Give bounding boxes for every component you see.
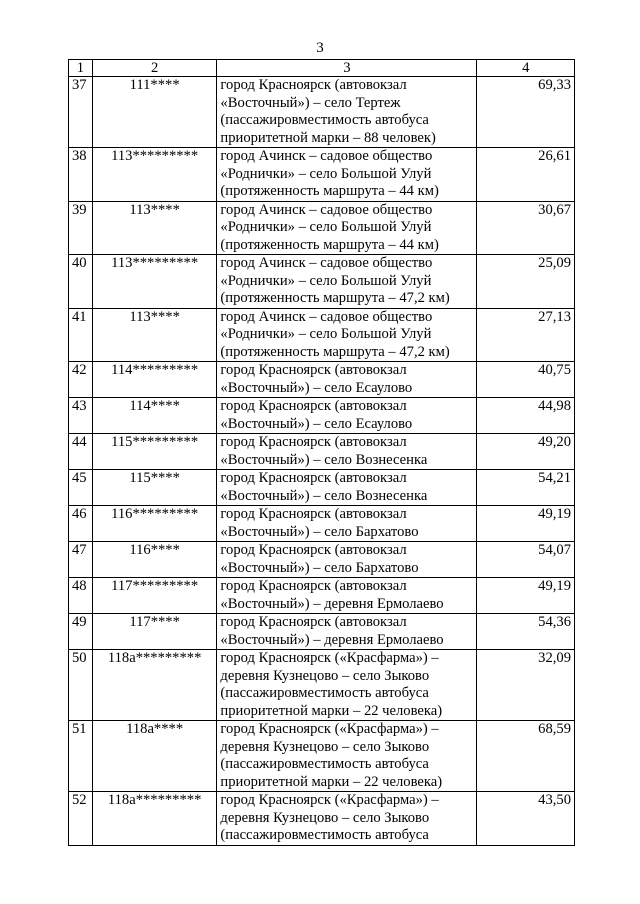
row-number: 38 [69,148,93,202]
route-code: 113********* [92,255,217,309]
route-code: 116**** [92,542,217,578]
route-description-line: «Роднички» – село Большой Улуй [220,165,432,182]
route-description-line: город Красноярск (автовокзал [220,542,407,558]
route-description-line: город Ачинск – садовое общество [220,255,433,271]
route-description-line: город Красноярск (автовокзал [220,434,407,450]
route-code: 111**** [92,77,217,148]
table-row [69,721,575,792]
route-description [217,721,477,792]
route-description [217,614,477,650]
row-number: 51 [69,721,93,792]
route-description-line: город Красноярск (автовокзал [220,506,407,522]
row-number: 39 [69,201,93,255]
route-value: 69,33 [477,77,575,148]
route-description-line: город Красноярск (автовокзал [220,578,407,594]
route-description-line: «Восточный») – село Вознесенка [220,451,428,468]
route-value: 26,61 [477,148,575,202]
route-code: 117********* [92,578,217,614]
route-value: 27,13 [477,308,575,362]
route-code: 113********* [92,148,217,202]
route-description-line: (протяженность маршрута – 47,2 км) [220,343,450,360]
table-row [69,398,575,434]
route-code: 113**** [92,308,217,362]
route-code: 118а**** [92,721,217,792]
route-description-line: (пассажировместимость автобуса [220,756,429,772]
route-description-line: «Роднички» – село Большой Улуй [220,272,432,289]
table-row [69,506,575,542]
row-number: 49 [69,614,93,650]
page-number: 3 [316,40,324,56]
route-code: 117**** [92,614,217,650]
route-description-line: «Восточный») – село Тертеж [220,94,401,111]
header-cell-1: 1 [69,60,93,77]
route-description [217,77,477,148]
route-description-line: город Красноярск (автовокзал [220,77,407,93]
route-code: 116********* [92,506,217,542]
route-description-line: (протяженность маршрута – 44 км) [220,236,439,253]
route-code: 115**** [92,470,217,506]
table-row [69,362,575,398]
route-description [217,792,477,846]
route-description-line: (пассажировместимость автобуса [220,685,429,701]
route-description-line: (пассажировместимость автобуса [220,112,429,128]
row-number: 40 [69,255,93,309]
route-description [217,362,477,398]
route-code: 118а********* [92,650,217,721]
route-description-line: город Красноярск (автовокзал [220,614,407,630]
route-description-line: (пассажировместимость автобуса [220,827,429,843]
header-cell-4: 4 [477,60,575,77]
route-code: 114********* [92,362,217,398]
route-description-line: приоритетной марки – 88 человек) [220,129,436,146]
route-description-line: приоритетной марки – 22 человека) [220,773,443,790]
route-description-line: город Красноярск (автовокзал [220,362,407,378]
route-code: 113**** [92,201,217,255]
table-row [69,77,575,148]
route-description-line: город Красноярск («Красфарма») – [220,721,439,737]
table-row [69,434,575,470]
table-row [69,578,575,614]
route-description [217,470,477,506]
table-row [69,542,575,578]
table-row [69,308,575,362]
route-value: 54,21 [477,470,575,506]
route-value: 49,19 [477,578,575,614]
route-description [217,578,477,614]
route-description [217,148,477,202]
route-description-line: «Восточный») – село Есаулово [220,379,413,396]
route-description-line: «Восточный») – село Есаулово [220,415,413,432]
table-row [69,470,575,506]
row-number: 45 [69,470,93,506]
row-number: 37 [69,77,93,148]
route-description [217,434,477,470]
row-number: 52 [69,792,93,846]
table-body [69,77,575,846]
route-description-line: «Восточный») – село Вознесенка [220,487,428,504]
route-description-line: город Красноярск (автовокзал [220,470,407,486]
route-code: 115********* [92,434,217,470]
route-value: 54,36 [477,614,575,650]
route-description-line: город Красноярск («Красфарма») – [220,650,439,666]
route-value: 49,20 [477,434,575,470]
route-value: 25,09 [477,255,575,309]
route-description [217,398,477,434]
route-description-line: «Восточный») – деревня Ермолаево [220,595,444,612]
table-row [69,201,575,255]
route-description-line: деревня Кузнецово – село Зыково [220,809,430,826]
route-description-line: деревня Кузнецово – село Зыково [220,738,430,755]
table-row [69,792,575,846]
table-row [69,148,575,202]
route-code: 118а********* [92,792,217,846]
route-value: 44,98 [477,398,575,434]
table-row [69,255,575,309]
route-description [217,650,477,721]
route-description [217,506,477,542]
header-cell-3: 3 [217,60,477,77]
route-value: 68,59 [477,721,575,792]
route-description-line: «Восточный») – деревня Ермолаево [220,631,444,648]
row-number: 47 [69,542,93,578]
route-description-line: (протяженность маршрута – 47,2 км) [220,290,450,306]
row-number: 50 [69,650,93,721]
header-row [69,60,575,77]
row-number: 44 [69,434,93,470]
table-header [69,60,575,77]
route-description [217,255,477,309]
route-description [217,308,477,362]
row-number: 41 [69,308,93,362]
header-cell-2: 2 [92,60,217,77]
route-description-line: «Роднички» – село Большой Улуй [220,219,432,235]
route-description-line: «Восточный») – село Бархатово [220,523,419,540]
route-description-line: город Красноярск («Красфарма») – [220,792,439,808]
routes-table [68,59,575,846]
route-description-line: приоритетной марки – 22 человека) [220,702,443,719]
route-description-line: (протяженность маршрута – 44 км) [220,183,439,199]
route-value: 49,19 [477,506,575,542]
route-description-line: деревня Кузнецово – село Зыково [220,667,430,684]
route-description [217,201,477,255]
route-description-line: «Восточный») – село Бархатово [220,559,419,576]
route-description-line: город Ачинск – садовое общество [220,148,433,164]
row-number: 43 [69,398,93,434]
route-value: 43,50 [477,792,575,846]
route-description-line: город Ачинск – садовое общество [220,308,433,325]
route-description [217,542,477,578]
route-description-line: город Ачинск – садовое общество [220,201,433,218]
row-number: 42 [69,362,93,398]
route-value: 32,09 [477,650,575,721]
row-number: 48 [69,578,93,614]
row-number: 46 [69,506,93,542]
route-value: 54,07 [477,542,575,578]
route-description-line: «Роднички» – село Большой Улуй [220,326,432,342]
route-code: 114**** [92,398,217,434]
table-row [69,614,575,650]
table-row [69,650,575,721]
route-description-line: город Красноярск (автовокзал [220,398,407,414]
route-value: 40,75 [477,362,575,398]
route-value: 30,67 [477,201,575,255]
